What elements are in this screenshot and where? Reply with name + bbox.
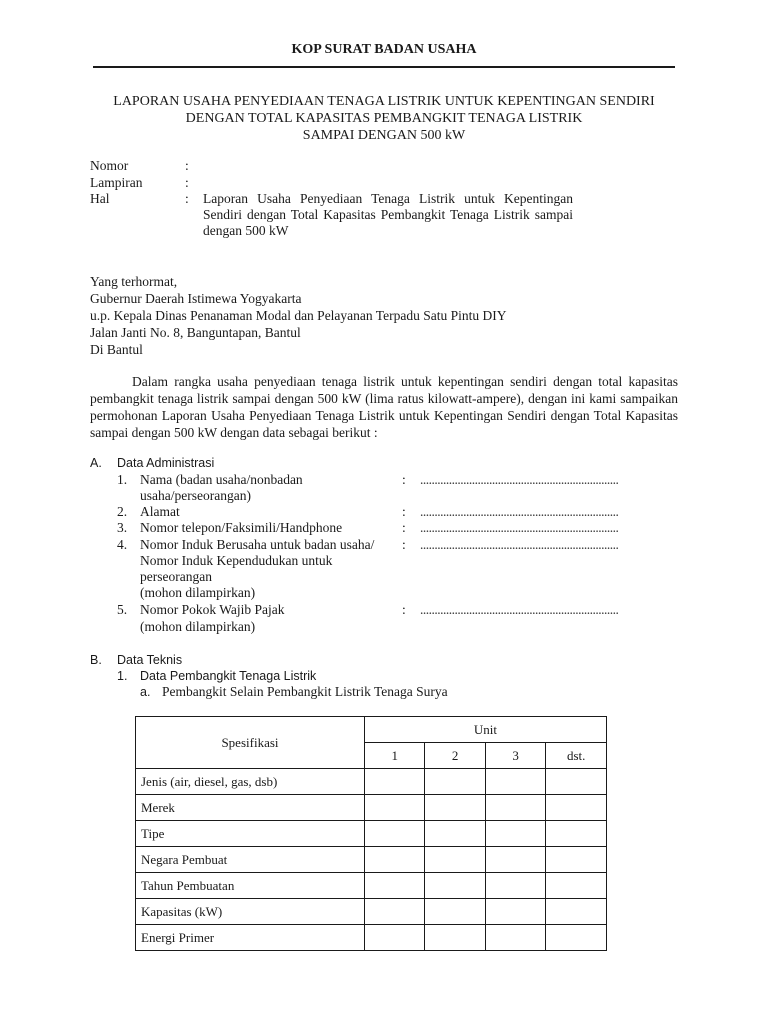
table-cell[interactable] bbox=[364, 873, 424, 899]
section-a-letter: A. bbox=[90, 456, 102, 470]
table-cell[interactable] bbox=[546, 925, 607, 951]
table-cell[interactable] bbox=[364, 769, 424, 795]
table-cell[interactable] bbox=[364, 925, 424, 951]
table-cell[interactable] bbox=[364, 899, 424, 925]
section-b-sub-number: 1. bbox=[117, 669, 128, 683]
item-5-label-cont: (mohon dilampirkan) bbox=[140, 619, 256, 634]
item-2-colon: : bbox=[402, 504, 406, 519]
spec-header: Spesifikasi bbox=[136, 717, 365, 769]
table-cell[interactable] bbox=[425, 899, 485, 925]
item-4-number: 4. bbox=[117, 537, 128, 552]
table-cell[interactable] bbox=[485, 821, 545, 847]
address-line-3: u.p. Kepala Dinas Penanaman Modal dan Pelayanan Terpadu Satu Pintu DIY bbox=[90, 308, 507, 323]
nomor-label: Nomor bbox=[90, 158, 129, 173]
address-line-1: Yang terhormat, bbox=[90, 274, 178, 289]
table-row bbox=[136, 847, 607, 873]
item-3-number: 3. bbox=[117, 520, 128, 535]
table-row bbox=[136, 873, 607, 899]
unit-col-dst: dst. bbox=[546, 743, 607, 769]
table-row bbox=[136, 899, 607, 925]
section-b-letter: B. bbox=[90, 653, 102, 667]
letterhead-divider bbox=[93, 66, 675, 68]
recipient-address bbox=[90, 273, 506, 358]
table-cell[interactable] bbox=[425, 769, 485, 795]
row-label-merek: Merek bbox=[136, 795, 365, 821]
item-4-label-cont-2: perseorangan bbox=[140, 569, 212, 584]
nomor-colon: : bbox=[185, 158, 189, 173]
item-5-label: Nomor Pokok Wajib Pajak bbox=[140, 602, 285, 617]
section-b-subsub-letter: a. bbox=[140, 685, 151, 699]
table-cell[interactable] bbox=[425, 821, 485, 847]
table-row bbox=[136, 795, 607, 821]
table-cell[interactable] bbox=[364, 821, 424, 847]
table-cell[interactable] bbox=[546, 899, 607, 925]
row-label-energi: Energi Primer bbox=[136, 925, 365, 951]
table-cell[interactable] bbox=[546, 769, 607, 795]
table-cell[interactable] bbox=[425, 873, 485, 899]
item-1-fill-line[interactable]: ..................................................................... bbox=[420, 472, 619, 487]
item-2-number: 2. bbox=[117, 504, 128, 519]
item-3-colon: : bbox=[402, 520, 406, 535]
table-cell[interactable] bbox=[546, 873, 607, 899]
report-title bbox=[0, 93, 768, 144]
item-4-label-cont-3: (mohon dilampirkan) bbox=[140, 585, 256, 600]
unit-col-2: 2 bbox=[425, 743, 485, 769]
table-cell[interactable] bbox=[546, 821, 607, 847]
title-line-3: SAMPAI DENGAN 500 kW bbox=[302, 128, 466, 143]
item-1-label-cont: usaha/perseorangan) bbox=[140, 488, 251, 503]
table-row bbox=[136, 925, 607, 951]
table-row bbox=[136, 821, 607, 847]
lampiran-label: Lampiran bbox=[90, 175, 143, 190]
section-a-title: Data Administrasi bbox=[117, 456, 215, 470]
table-cell[interactable] bbox=[425, 795, 485, 821]
item-2-label: Alamat bbox=[140, 504, 180, 519]
table-cell[interactable] bbox=[425, 847, 485, 873]
item-4-fill-line[interactable]: ..................................................................... bbox=[420, 537, 619, 552]
row-label-tahun: Tahun Pembuatan bbox=[136, 873, 365, 899]
table-header-row bbox=[136, 717, 607, 743]
item-1-label: Nama (badan usaha/nonbadan bbox=[140, 472, 303, 487]
table-cell[interactable] bbox=[485, 769, 545, 795]
title-line-1: LAPORAN USAHA PENYEDIAAN TENAGA LISTRIK UNTUK KEPENTINGAN SENDIRI bbox=[113, 94, 655, 109]
table-cell[interactable] bbox=[485, 899, 545, 925]
item-5-fill-line[interactable]: ..................................................................... bbox=[420, 602, 619, 617]
unit-col-1: 1 bbox=[364, 743, 424, 769]
item-3-label: Nomor telepon/Faksimili/Handphone bbox=[140, 520, 343, 535]
table-cell[interactable] bbox=[546, 847, 607, 873]
item-4-label: Nomor Induk Berusaha untuk badan usaha/ bbox=[140, 537, 375, 552]
lampiran-colon: : bbox=[185, 175, 189, 190]
table-cell[interactable] bbox=[546, 795, 607, 821]
table-cell[interactable] bbox=[485, 873, 545, 899]
table-row bbox=[136, 769, 607, 795]
unit-col-3: 3 bbox=[485, 743, 545, 769]
table-cell[interactable] bbox=[425, 925, 485, 951]
section-b-title: Data Teknis bbox=[117, 653, 183, 667]
title-line-2: DENGAN TOTAL KAPASITAS PEMBANGKIT TENAGA LISTRIK bbox=[185, 111, 583, 126]
generator-spec-table bbox=[135, 716, 607, 951]
item-5-number: 5. bbox=[117, 602, 128, 617]
unit-header: Unit bbox=[364, 717, 606, 743]
row-label-kapasitas: Kapasitas (kW) bbox=[136, 899, 365, 925]
letterhead: KOP SURAT BADAN USAHA bbox=[291, 42, 477, 57]
address-line-4: Jalan Janti No. 8, Banguntapan, Bantul bbox=[90, 325, 301, 340]
row-label-negara: Negara Pembuat bbox=[136, 847, 365, 873]
table-cell[interactable] bbox=[364, 847, 424, 873]
hal-value: Laporan Usaha Penyediaan Tenaga Listrik untuk Kepentingan Sendiri dengan Total Kapasitas Pembangkit Tenaga Listrik sampai dengan 500 kW bbox=[203, 191, 573, 238]
item-4-colon: : bbox=[402, 537, 406, 552]
item-5-colon: : bbox=[402, 602, 406, 617]
item-3-fill-line[interactable]: ..................................................................... bbox=[420, 520, 619, 535]
item-1-colon: : bbox=[402, 472, 406, 487]
hal-label: Hal bbox=[90, 191, 110, 206]
intro-paragraph: Dalam rangka usaha penyediaan tenaga listrik untuk kepentingan sendiri dengan total kapasitas pembangkit tenaga listrik sampai dengan 500 kW (lima ratus kilowatt-ampere), dengan ini kami sampaikan permohonan Laporan Usaha Penyediaan Tenaga Listrik untuk Kepentingan Sendiri dengan Total Kapasitas sampai dengan 500 kW dengan data sebagai berikut : bbox=[90, 374, 678, 440]
section-b-sub-title: Data Pembangkit Tenaga Listrik bbox=[140, 669, 317, 683]
address-line-5: Di Bantul bbox=[90, 342, 143, 357]
item-1-number: 1. bbox=[117, 472, 128, 487]
address-line-2: Gubernur Daerah Istimewa Yogyakarta bbox=[90, 291, 302, 306]
table-cell[interactable] bbox=[485, 795, 545, 821]
hal-colon: : bbox=[185, 191, 189, 206]
table-cell[interactable] bbox=[364, 795, 424, 821]
item-2-fill-line[interactable]: ..................................................................... bbox=[420, 504, 619, 519]
section-b-subsub-title: Pembangkit Selain Pembangkit Listrik Tenaga Surya bbox=[162, 684, 448, 699]
row-label-jenis: Jenis (air, diesel, gas, dsb) bbox=[136, 769, 365, 795]
table-cell[interactable] bbox=[485, 925, 545, 951]
table-cell[interactable] bbox=[485, 847, 545, 873]
item-4-label-cont-1: Nomor Induk Kependudukan untuk bbox=[140, 553, 333, 568]
row-label-tipe: Tipe bbox=[136, 821, 365, 847]
